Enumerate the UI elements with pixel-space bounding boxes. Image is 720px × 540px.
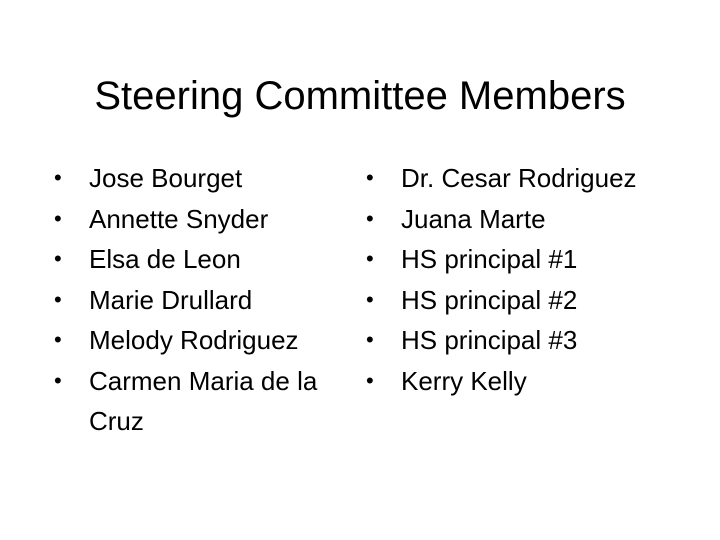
list-item	[54, 280, 344, 321]
bullet-icon: •	[54, 367, 62, 393]
member-name: Marie Drullard	[89, 284, 253, 315]
members-list-right	[366, 158, 666, 401]
member-name: HS principal #1	[401, 244, 578, 274]
bullet-icon: •	[366, 246, 374, 271]
list-item	[366, 199, 666, 240]
bullet-icon: •	[54, 286, 62, 312]
member-name: Jose Bourget	[89, 163, 243, 193]
member-name: Kerry Kelly	[401, 365, 527, 396]
members-list-left	[54, 158, 344, 442]
slide-title: Steering Committee Members	[94, 74, 626, 118]
member-name: Dr. Cesar Rodriguez	[401, 163, 637, 193]
member-name: Melody Rodriguez	[89, 325, 299, 355]
bullet-icon: •	[54, 205, 62, 231]
bullet-icon: •	[366, 286, 374, 312]
list-item	[366, 361, 666, 402]
member-name: HS principal #2	[401, 284, 578, 315]
member-name: Carmen Maria de la Cruz	[89, 365, 318, 436]
member-name: HS principal #3	[401, 325, 578, 355]
bullet-icon: •	[54, 165, 62, 190]
list-item	[366, 280, 666, 321]
list-item	[54, 199, 344, 240]
list-item	[366, 320, 666, 361]
list-item	[54, 320, 344, 361]
list-item	[54, 158, 344, 199]
list-item	[54, 361, 344, 442]
list-item	[366, 158, 666, 199]
member-name: Annette Snyder	[89, 203, 269, 234]
bullet-icon: •	[366, 165, 374, 190]
bullet-icon: •	[366, 367, 374, 393]
member-name: Juana Marte	[401, 203, 546, 234]
member-name: Elsa de Leon	[89, 244, 241, 274]
bullet-icon: •	[366, 327, 374, 352]
bullet-icon: •	[54, 246, 62, 271]
bullet-icon: •	[366, 205, 374, 231]
list-item	[54, 239, 344, 280]
list-item	[366, 239, 666, 280]
bullet-icon: •	[54, 327, 62, 352]
